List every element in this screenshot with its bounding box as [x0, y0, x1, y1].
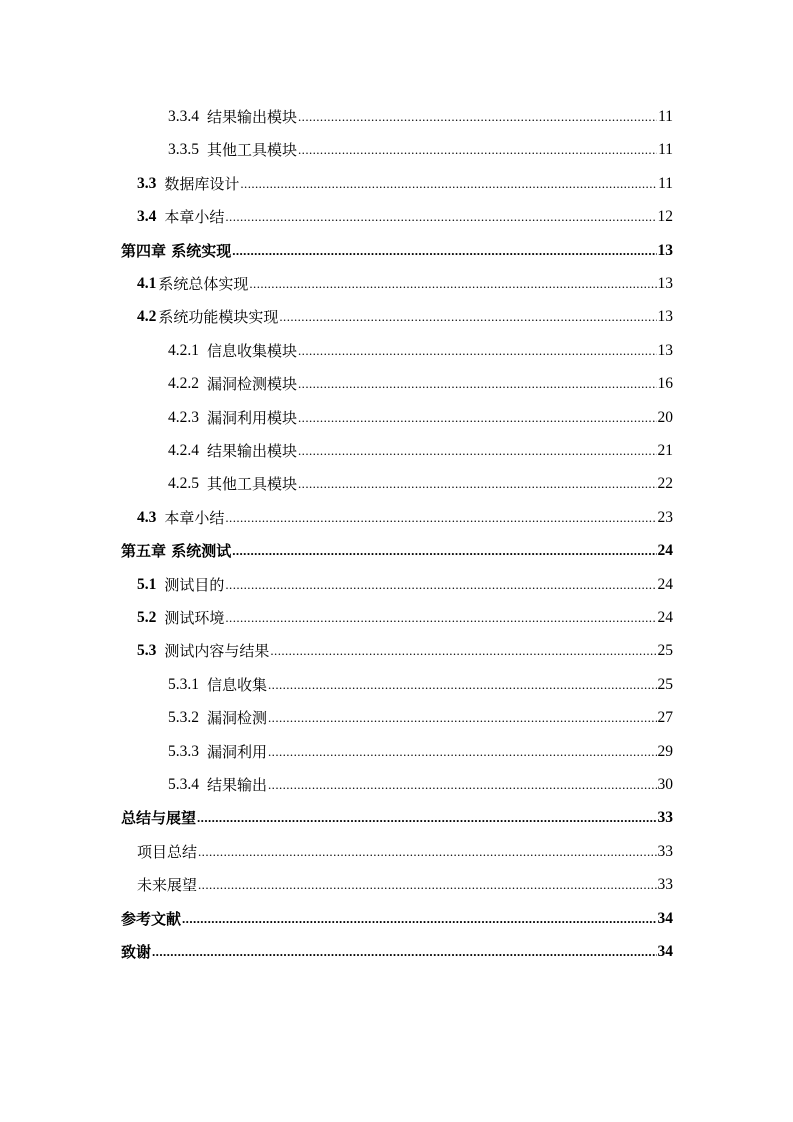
toc-entry-title: 结果输出	[207, 776, 268, 794]
toc-page-number: 34	[657, 943, 673, 960]
toc-entry-number: 4.2.5	[168, 475, 199, 493]
toc-leader-dots	[279, 305, 656, 329]
toc-entry-title: 测试内容与结果	[164, 642, 270, 661]
toc-entry-title: 测试环境	[164, 609, 225, 627]
toc-entry-title: 第五章 系统测试	[121, 542, 232, 561]
toc-leader-dots	[298, 105, 657, 129]
toc-entry[interactable]	[121, 940, 673, 964]
toc-entry-number: 5.1	[137, 575, 157, 593]
toc-entry-number: 3.4	[137, 208, 157, 226]
toc-leader-dots	[298, 138, 657, 162]
toc-page-number: 27	[657, 709, 673, 727]
toc-entry-number: 4.2.4	[168, 442, 199, 459]
toc-entry-title: 其他工具模块	[207, 475, 298, 494]
toc-entry-title: 漏洞检测模块	[207, 375, 298, 394]
toc-entry-title: 其他工具模块	[207, 141, 298, 160]
toc-entry[interactable]	[137, 573, 673, 597]
toc-leader-dots	[225, 573, 656, 597]
toc-entry[interactable]	[168, 472, 673, 496]
toc-entry[interactable]	[137, 639, 673, 663]
toc-leader-dots	[268, 673, 656, 697]
toc-entry-title: 漏洞检测	[207, 709, 268, 728]
toc-entry-title: 项目总结	[137, 842, 198, 861]
toc-page-number: 11	[658, 141, 673, 159]
toc-page-number: 11	[658, 108, 673, 125]
toc-entry[interactable]	[168, 673, 673, 697]
toc-entry-title: 总结与展望	[121, 809, 197, 828]
toc-entry[interactable]	[137, 205, 673, 229]
toc-entry[interactable]	[137, 172, 673, 196]
toc-entry-title: 第四章 系统实现	[121, 241, 232, 260]
toc-entry[interactable]	[137, 606, 673, 630]
toc-leader-dots	[232, 239, 656, 263]
toc-entry-title: 系统总体实现	[158, 275, 249, 293]
toc-entry[interactable]	[121, 239, 673, 263]
toc-page-number: 34	[657, 909, 673, 927]
toc-entry-title: 本章小结	[164, 508, 225, 527]
toc-entry[interactable]	[121, 539, 673, 563]
toc-page-number: 16	[657, 375, 673, 393]
toc-leader-dots	[298, 439, 656, 463]
toc-leader-dots	[225, 205, 656, 229]
toc-page-number: 22	[657, 475, 673, 493]
toc-entry-title: 结果输出模块	[207, 108, 298, 126]
toc-entry-number: 4.2.3	[168, 408, 199, 426]
toc-entry-title: 数据库设计	[164, 174, 240, 193]
toc-entry[interactable]	[121, 806, 673, 830]
toc-entry-number: 4.2	[137, 308, 157, 326]
toc-page-number: 24	[657, 542, 673, 560]
toc-leader-dots	[268, 773, 656, 797]
toc-entry-title: 未来展望	[137, 876, 198, 895]
toc-entry-title: 致谢	[121, 943, 152, 961]
toc-page-number: 33	[657, 876, 673, 894]
toc-entry[interactable]	[168, 372, 673, 396]
toc-entry[interactable]	[168, 740, 673, 764]
toc-leader-dots	[298, 406, 656, 430]
toc-leader-dots	[225, 506, 656, 530]
toc-leader-dots	[268, 740, 656, 764]
toc-page-number: 21	[657, 442, 673, 459]
toc-entry-number: 4.3	[137, 508, 157, 526]
toc-entry[interactable]	[137, 840, 673, 864]
toc-entry[interactable]	[168, 439, 673, 463]
toc-leader-dots	[198, 873, 656, 897]
toc-entry-number: 5.3.3	[168, 742, 199, 760]
toc-leader-dots	[152, 940, 656, 964]
toc-leader-dots	[232, 539, 656, 563]
toc-entry[interactable]	[137, 873, 673, 897]
toc-leader-dots	[268, 706, 656, 730]
toc-entry-number: 5.3.2	[168, 709, 199, 727]
toc-page-number: 23	[657, 508, 673, 526]
toc-entry-title: 本章小结	[164, 208, 225, 227]
toc-leader-dots	[198, 840, 656, 864]
toc-page-number: 25	[657, 642, 673, 660]
toc-entry-number: 3.3	[137, 174, 157, 192]
toc-page-number: 20	[657, 408, 673, 426]
toc-leader-dots	[298, 372, 656, 396]
toc-page-number: 30	[657, 776, 673, 793]
toc-entry-number: 4.2.2	[168, 375, 199, 393]
toc-page-number: 13	[657, 275, 673, 292]
toc-entry-number: 5.3	[137, 642, 157, 660]
toc-leader-dots	[225, 606, 656, 630]
toc-entry-title: 信息收集模块	[207, 341, 298, 360]
toc-page-number: 24	[657, 609, 673, 626]
toc-page-number: 33	[657, 842, 673, 860]
toc-entry[interactable]	[168, 105, 673, 129]
toc-entry-title: 信息收集	[207, 675, 268, 694]
toc-entry-title: 漏洞利用	[207, 742, 268, 761]
toc-entry-title: 测试目的	[164, 575, 225, 594]
toc-entry[interactable]	[121, 907, 673, 931]
toc-leader-dots	[270, 639, 656, 663]
toc-entry-number: 3.3.4	[168, 108, 199, 125]
toc-entry-number: 5.3.1	[168, 675, 199, 693]
toc-entry[interactable]	[137, 305, 673, 329]
toc-entry-number: 5.2	[137, 609, 157, 626]
toc-entry[interactable]	[137, 272, 673, 296]
toc-entry-number: 4.2.1	[168, 341, 199, 359]
toc-page-number: 25	[657, 675, 673, 693]
toc-entry[interactable]	[168, 339, 673, 363]
toc-entry[interactable]	[168, 406, 673, 430]
toc-entry-number: 5.3.4	[168, 776, 199, 793]
toc-leader-dots	[298, 339, 656, 363]
toc-page-number: 13	[657, 241, 673, 259]
toc-entry-number: 3.3.5	[168, 141, 199, 159]
toc-entry[interactable]	[168, 773, 673, 797]
toc-entry-title: 结果输出模块	[207, 442, 298, 460]
toc-page-number: 24	[657, 575, 673, 593]
toc-leader-dots	[182, 907, 656, 931]
toc-entry[interactable]	[168, 138, 673, 162]
toc-entry[interactable]	[168, 706, 673, 730]
toc-leader-dots	[197, 806, 656, 830]
toc-page-number: 29	[657, 742, 673, 760]
toc-entry[interactable]	[137, 506, 673, 530]
toc-page-number: 11	[658, 174, 673, 192]
toc-leader-dots	[240, 172, 657, 196]
toc-entry-number: 4.1	[137, 275, 157, 292]
toc-page-number: 13	[657, 341, 673, 359]
toc-entry-title: 漏洞利用模块	[207, 408, 298, 427]
toc-page-number: 33	[657, 809, 673, 827]
toc-page-number: 12	[657, 208, 673, 226]
toc-leader-dots	[298, 472, 656, 496]
toc-leader-dots	[249, 272, 656, 296]
toc-page-number: 13	[657, 308, 673, 326]
toc-entry-title: 参考文献	[121, 909, 182, 928]
toc-entry-title: 系统功能模块实现	[158, 308, 279, 327]
